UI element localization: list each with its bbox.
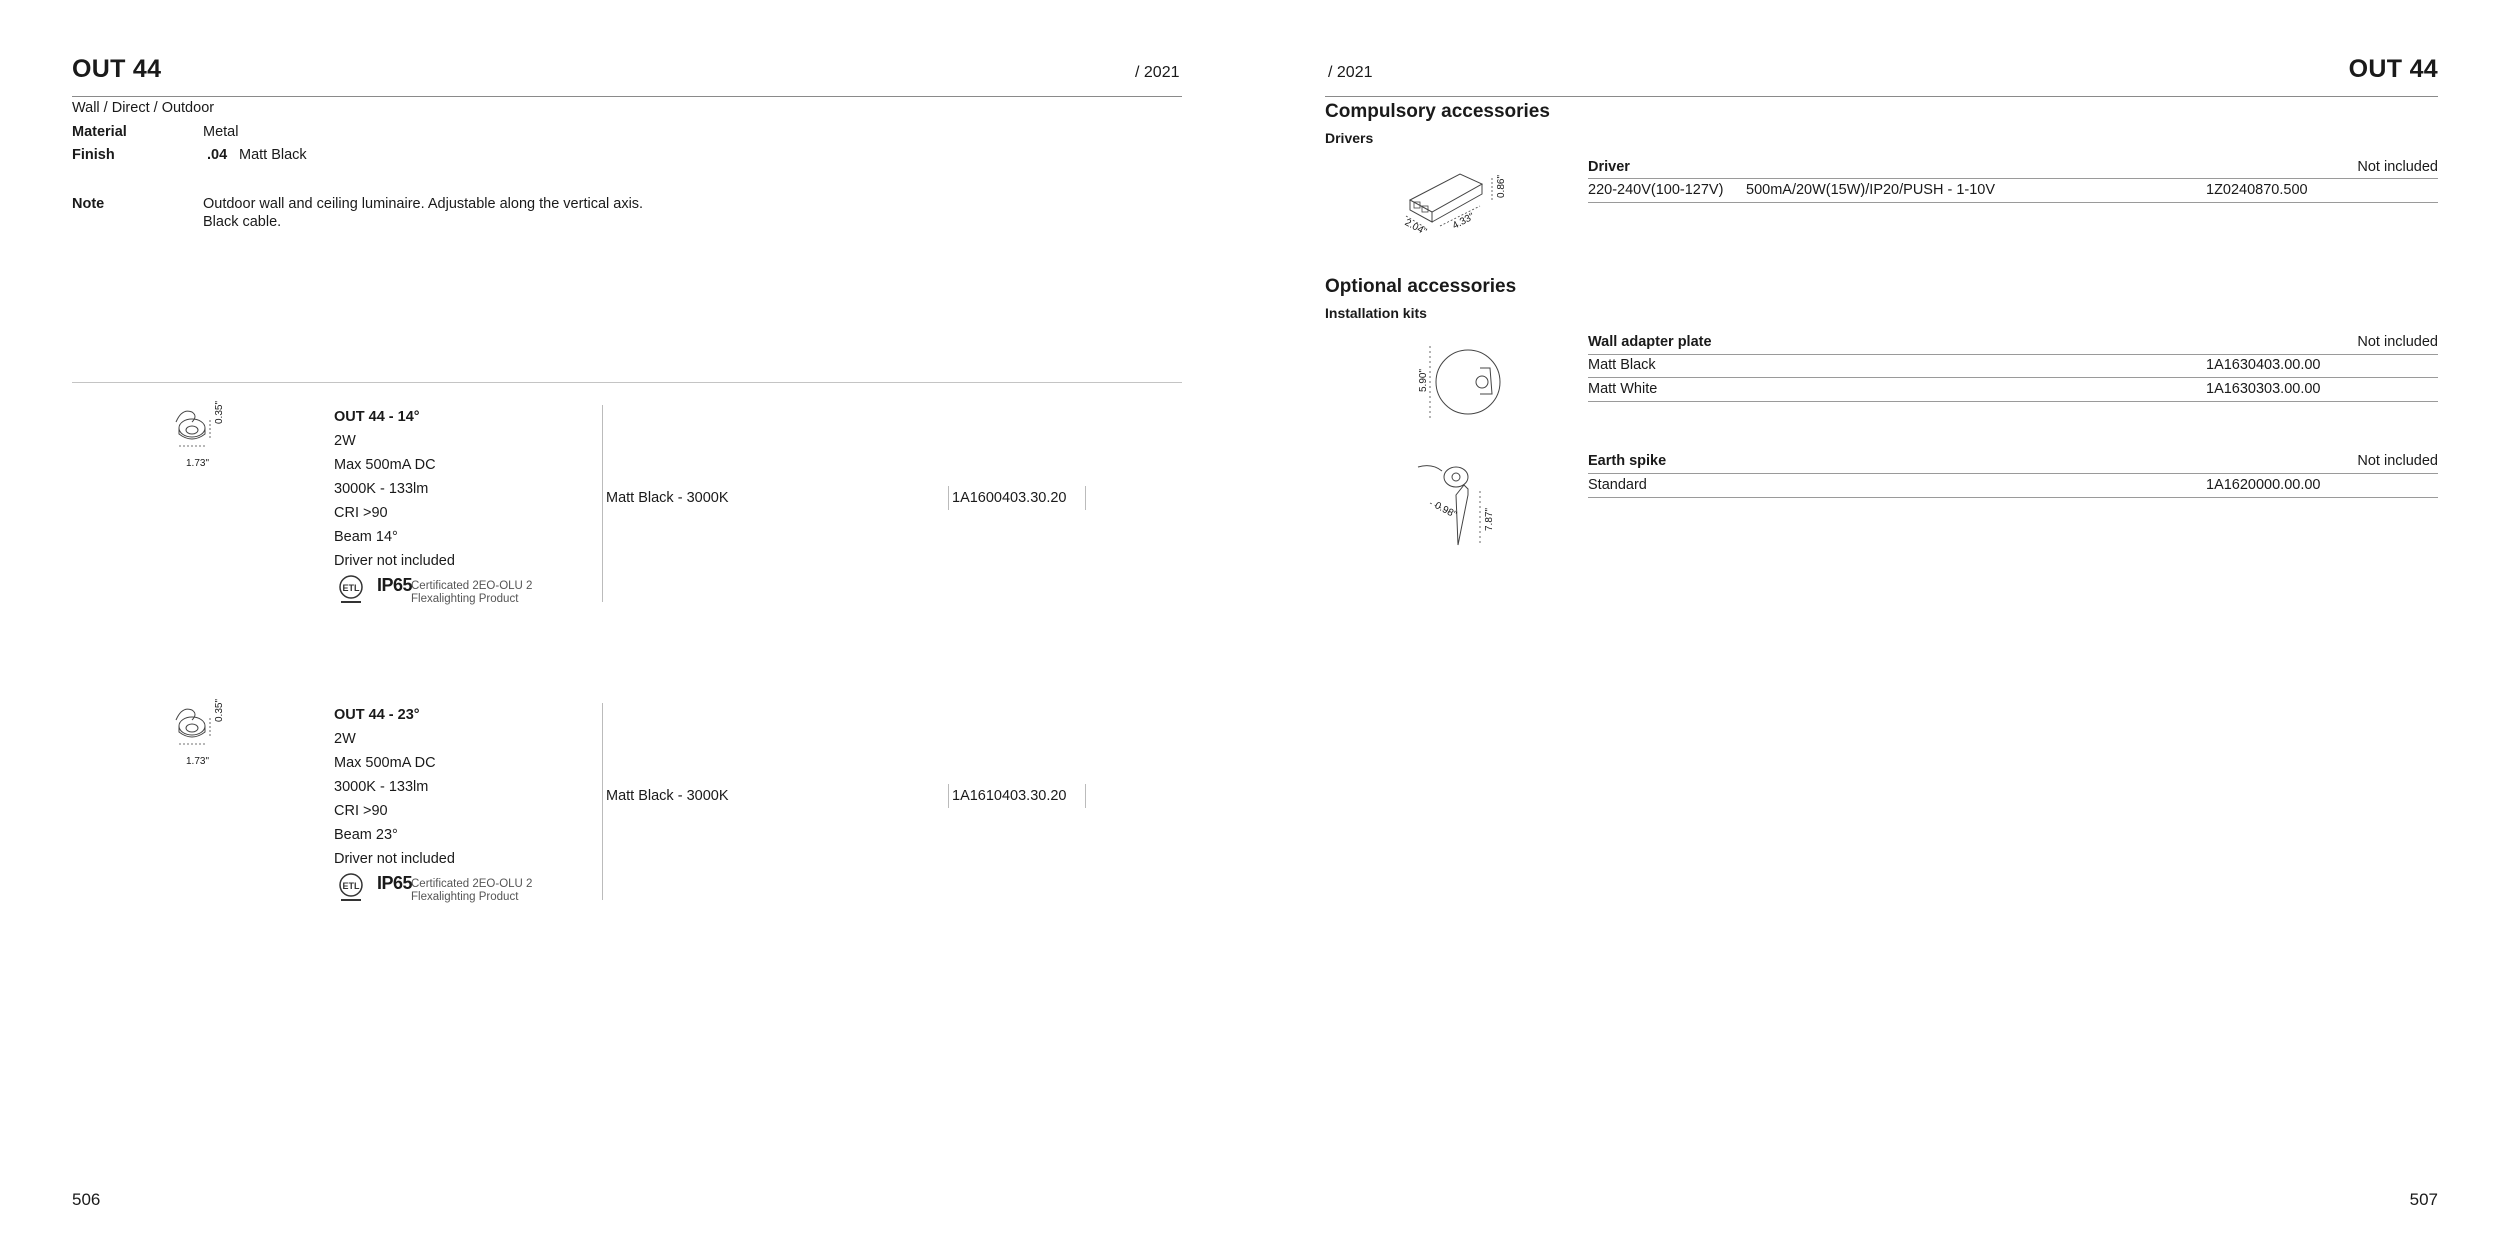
ip-rating-badge: IP65 — [377, 575, 413, 595]
dim-width-14: 1.73" — [186, 458, 210, 469]
plate-row-rule — [1588, 377, 2438, 378]
right-header-rule — [1325, 96, 2438, 97]
etl-cert-icon — [337, 872, 369, 904]
cert-text — [411, 580, 532, 606]
spike-table-header: Earth spike — [1588, 453, 1667, 469]
driver-dim-c: 0.86" — [1496, 174, 1507, 198]
dim-height-23: 0.35" — [214, 698, 225, 722]
driver-table-header: Driver — [1588, 159, 1630, 175]
wall-plate-drawing — [1410, 338, 1510, 428]
spec-beam: Beam 23° — [334, 827, 398, 843]
cert-text — [411, 878, 532, 904]
drivers-subtitle: Drivers — [1325, 130, 1374, 146]
plate-row-name: Matt Black — [1588, 357, 1656, 373]
earth-spike-drawing — [1412, 455, 1512, 555]
product-code: 1A1600403.30.20 — [952, 490, 1067, 506]
etl-cert-icon — [337, 574, 369, 606]
optional-title: Optional accessories — [1325, 276, 1517, 297]
finish-value: Matt Black — [239, 147, 307, 163]
right-page-title: OUT 44 — [2348, 55, 2438, 83]
spike-status: Not included — [2357, 453, 2438, 469]
variant-label: Matt Black - 3000K — [606, 490, 729, 506]
spike-header-rule — [1588, 473, 2438, 474]
driver-status: Not included — [2357, 159, 2438, 175]
plate-row-code: 1A1630403.00.00 — [2206, 357, 2321, 373]
right-page-number: 507 — [2409, 1190, 2438, 1209]
finish-label: Finish — [72, 147, 115, 163]
spec-cri: CRI >90 — [334, 803, 388, 819]
product-drawing-23 — [162, 698, 242, 778]
compulsory-title: Compulsory accessories — [1325, 101, 1550, 122]
product-name: OUT 44 - 14° — [334, 409, 420, 425]
spec-power: 2W — [334, 731, 356, 747]
code-divider — [948, 784, 949, 808]
ip-rating-badge: IP65 — [377, 873, 413, 893]
note-line-2: Black cable. — [203, 214, 282, 230]
driver-voltage: 220-240V(100-127V) — [1588, 182, 1724, 198]
spec-current: Max 500mA DC — [334, 755, 436, 771]
driver-row-rule — [1588, 202, 2438, 203]
spec-cct-lumen: 3000K - 133lm — [334, 481, 429, 497]
driver-code: 1Z0240870.500 — [2206, 182, 2308, 198]
driver-dim-b: 4.33" — [1450, 211, 1477, 232]
plate-status: Not included — [2357, 334, 2438, 350]
code-divider — [948, 486, 949, 510]
spec-beam: Beam 14° — [334, 529, 398, 545]
product-name: OUT 44 - 23° — [334, 707, 420, 723]
plate-row-code: 1A1630303.00.00 — [2206, 381, 2321, 397]
cert-line-1: Certificated 2EO-OLU 2 — [411, 580, 533, 592]
product-divider — [602, 405, 603, 602]
spec-cri: CRI >90 — [334, 505, 388, 521]
spike-row-name: Standard — [1588, 477, 1647, 493]
plate-row-name: Matt White — [1588, 381, 1658, 397]
note-line-1: Outdoor wall and ceiling luminaire. Adjustable along the vertical axis. — [203, 196, 644, 212]
left-page-year: / 2021 — [1135, 64, 1180, 81]
variant-label: Matt Black - 3000K — [606, 788, 729, 804]
spec-cct-lumen: 3000K - 133lm — [334, 779, 429, 795]
section-divider — [72, 382, 1182, 383]
product-specs-14 — [334, 405, 455, 573]
cert-line-2: Flexalighting Product — [411, 891, 519, 903]
spike-dim-b: 7.87" — [1484, 507, 1495, 531]
installation-kits-subtitle: Installation kits — [1325, 305, 1427, 321]
right-page-year: / 2021 — [1328, 64, 1373, 81]
driver-drawing — [1400, 160, 1520, 240]
product-code: 1A1610403.30.20 — [952, 788, 1067, 804]
spike-row-code: 1A1620000.00.00 — [2206, 477, 2321, 493]
cert-line-1: Certificated 2EO-OLU 2 — [411, 878, 533, 890]
plate-dim: 5.90" — [1418, 368, 1429, 392]
spec-power: 2W — [334, 433, 356, 449]
material-value: Metal — [203, 124, 239, 140]
earth-spike-icon — [1412, 455, 1512, 555]
cert-line-2: Flexalighting Product — [411, 593, 519, 605]
left-header-rule — [72, 96, 1182, 97]
code-divider-end — [1085, 784, 1086, 808]
plate-header-rule — [1588, 354, 2438, 355]
product-drawing-14 — [162, 400, 242, 480]
spike-dim-a: 0.98" — [1432, 500, 1459, 521]
finish-code: .04 — [207, 147, 228, 163]
left-page-title: OUT 44 — [72, 55, 162, 83]
spike-row-rule — [1588, 497, 2438, 498]
dim-height-14: 0.35" — [214, 400, 225, 424]
dim-width-23: 1.73" — [186, 756, 210, 767]
spec-driver: Driver not included — [334, 851, 455, 867]
plate-table-header: Wall adapter plate — [1588, 334, 1712, 350]
left-page-number: 506 — [72, 1190, 101, 1209]
spec-driver: Driver not included — [334, 553, 455, 569]
svg-text:ETL: ETL — [342, 583, 360, 593]
driver-header-rule — [1588, 178, 2438, 179]
driver-spec: 500mA/20W(15W)/IP20/PUSH - 1-10V — [1746, 182, 1996, 198]
plate-row-rule — [1588, 401, 2438, 402]
driver-dim-a: 2.04" — [1402, 217, 1429, 238]
code-divider-end — [1085, 486, 1086, 510]
note-label: Note — [72, 196, 105, 212]
svg-text:ETL: ETL — [342, 881, 360, 891]
product-divider — [602, 703, 603, 900]
spec-current: Max 500mA DC — [334, 457, 436, 473]
category-line: Wall / Direct / Outdoor — [72, 100, 215, 116]
product-specs-23 — [334, 703, 455, 871]
material-label: Material — [72, 124, 127, 140]
